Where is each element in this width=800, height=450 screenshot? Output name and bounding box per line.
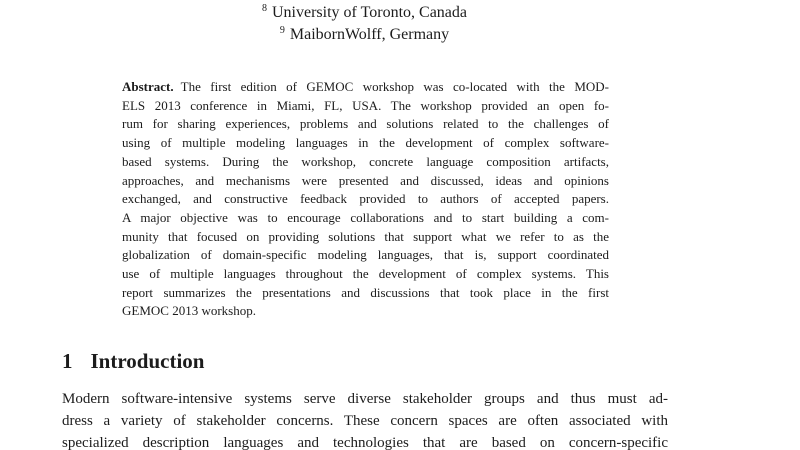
abstract-block (122, 78, 609, 321)
abstract-line: A major objective was to encourage collaborations and to start building a com- (122, 209, 609, 225)
abstract-label: Abstract. (122, 79, 174, 94)
abstract-line (122, 78, 609, 97)
abstract-line: munity that focused on providing solutions that support what we refer to as the (122, 228, 609, 244)
introduction-line: Modern software-intensive systems serve diverse stakeholder groups and thus must ad- (62, 391, 668, 407)
affiliation-line (62, 24, 667, 46)
section-heading (62, 348, 204, 374)
section-title: Introduction (90, 349, 205, 373)
affiliation-marker: 8 (262, 2, 267, 14)
introduction-line: specialized description languages and technologies that are based on concern-specific (62, 435, 668, 450)
abstract-line: ELS 2013 conference in Miami, FL, USA. The workshop provided an open fo- (122, 97, 609, 113)
abstract-line: use of multiple languages throughout the development of complex systems. This (122, 266, 609, 282)
affiliation-marker: 9 (279, 24, 285, 36)
affiliation-text: MaibornWolff, Germany (289, 26, 450, 43)
abstract-line: GEMOC 2013 workshop. (122, 303, 256, 319)
abstract-line: globalization of domain-specific modeling languages, that is, support coordinated (122, 247, 609, 263)
abstract-text: The first edition of GEMOC workshop was co-located with the MOD- (180, 79, 609, 94)
section-number: 1 (62, 349, 73, 373)
introduction-paragraph (62, 388, 668, 450)
abstract-line: report summarizes the presentations and discussions that took place in the first (122, 284, 609, 300)
affiliation-line (62, 2, 667, 24)
abstract-line: rum for sharing experiences, problems and solutions related to the challenges of (122, 116, 609, 132)
abstract-line: based systems. During the workshop, concrete language composition artifacts, (122, 153, 609, 169)
abstract-line: exchanged, and constructive feedback provided to authors of accepted papers. (122, 191, 609, 207)
introduction-line: dress a variety of stakeholder concerns. These concern spaces are often associated with (62, 413, 668, 429)
abstract-line: approaches, and mechanisms were presented and discussed, ideas and opinions (122, 172, 609, 188)
affiliation-text: University of Toronto, Canada (272, 4, 467, 21)
affiliations-block (62, 2, 667, 46)
abstract-line: using of multiple modeling languages in the development of complex software- (122, 135, 609, 151)
